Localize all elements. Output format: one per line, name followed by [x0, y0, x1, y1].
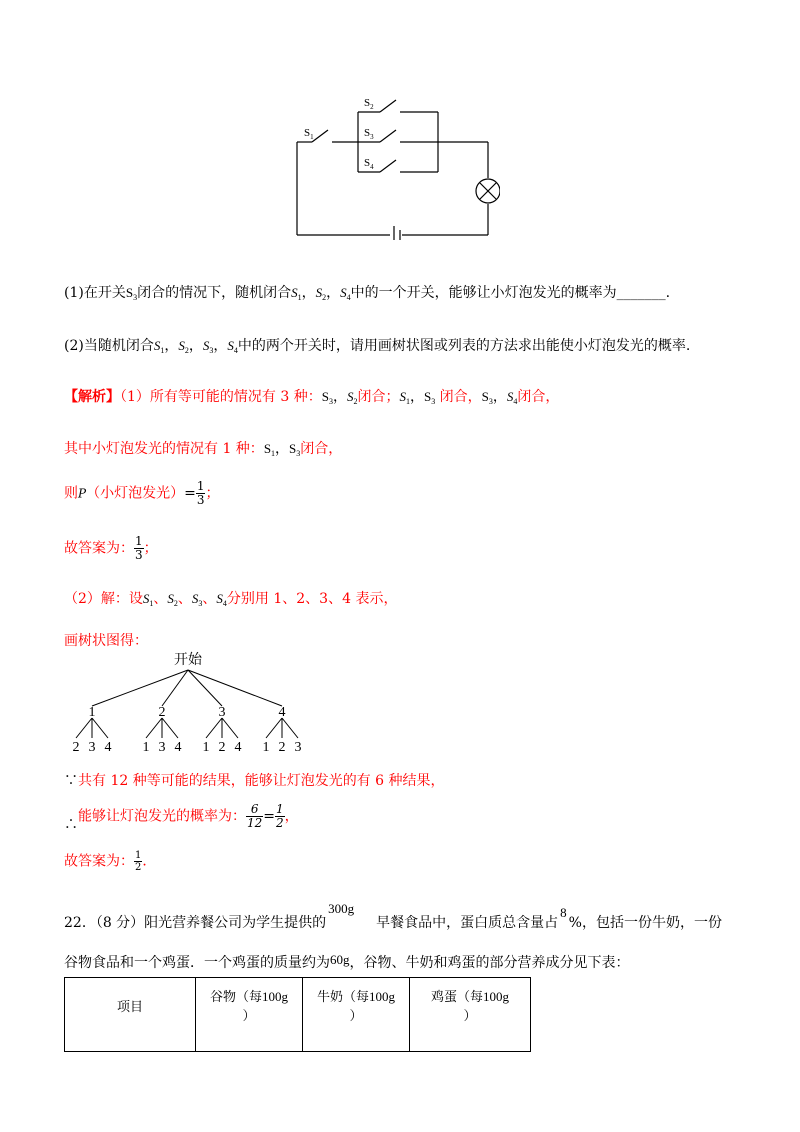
solution-line-8: ∴能够让灯泡发光的概率为： $\frac{6}{12}$ = $\frac{1}{2}$ ，: [64, 802, 299, 833]
switch-s2-label: $S_2$: [364, 97, 374, 111]
solution-tag: 【解析】: [64, 389, 120, 405]
switch-s3-label: $S_3$: [364, 127, 374, 141]
table-header-cell: 项目: [65, 978, 196, 1052]
question-1: (1)在开关$S_3$闭合的情况下，随机闭合$S_1$，$S_2$，$S_4$中的一个开关，能够让小灯泡发光的概率为_______.: [64, 285, 671, 302]
tree-leaf: 4: [104, 740, 112, 755]
tree-leaf: 3: [88, 740, 96, 755]
tree-node: 2: [158, 705, 166, 720]
tree-leaf: 2: [278, 740, 286, 755]
solution-line-5: （2）解：设$S_1$、$S_2$、$S_3$、$S_4$分别用 1、2、3、4 表示，: [64, 591, 398, 608]
tree-root: 开始: [174, 653, 202, 668]
question-22-line-2: 谷物食品和一个鸡蛋．一个鸡蛋的质量约为60g，谷物、牛奶和鸡蛋的部分营养成分见下表：: [64, 952, 630, 971]
table-header-cell: 鸡蛋（每100g ）: [410, 978, 531, 1052]
tree-leaf: 4: [174, 740, 182, 755]
tree-leaf: 3: [294, 740, 302, 755]
tree-leaf: 4: [234, 740, 242, 755]
tree-node: 3: [218, 705, 226, 720]
tree-node: 1: [88, 705, 96, 720]
answer-2: 故答案为： $\frac{1}{2}$ ．: [64, 850, 157, 873]
solution-line-3: 则P（小灯泡发光）= $\frac{1}{3}$ ；: [64, 479, 220, 507]
solution-line-1: 【解析】（1）所有等可能的情况有 3 种：$S_3$，$S_2$闭合；$S_1$，$S_3$ 闭合，$S_3$，$S_4$闭合，: [64, 389, 560, 406]
nutrition-table: [64, 977, 531, 1052]
solution-line-7: ∵共有 12 种等可能的结果，能够让灯泡发光的有 6 种结果，: [64, 773, 445, 789]
circuit-diagram: [290, 90, 500, 240]
tree-node: 4: [278, 705, 286, 720]
table-header-row: [65, 978, 531, 1052]
table-header-cell: 谷物（每100g ）: [196, 978, 303, 1052]
switch-s4-label: $S_4$: [364, 157, 374, 171]
solution-line-2: 其中小灯泡发光的情况有 1 种：$S_1$，$S_3$闭合，: [64, 441, 343, 458]
tree-leaf: 1: [262, 740, 270, 755]
solution-line-6: 画树状图得：: [64, 633, 148, 649]
answer-1: 故答案为： $\frac{1}{3}$ ；: [64, 534, 158, 562]
question-2: (2)当随机闭合$S_1$，$S_2$，$S_3$，$S_4$中的两个开关时，请用画树状图或列表的方法求出能使小灯泡发光的概率.: [64, 338, 691, 355]
tree-leaf: 2: [218, 740, 226, 755]
tree-diagram: [60, 650, 320, 760]
tree-leaf: 1: [202, 740, 210, 755]
tree-leaf: 3: [158, 740, 166, 755]
table-header-cell: 牛奶（每100g ）: [303, 978, 410, 1052]
tree-leaf: 2: [72, 740, 80, 755]
question-22-line-1: 22．（8 分）阳光营养餐公司为学生提供的300g早餐食品中，蛋白质总含量占8%，包括一份牛奶，一份: [64, 901, 722, 931]
tree-leaf: 1: [142, 740, 150, 755]
answer-blank: _______: [616, 285, 666, 301]
switch-s1-label: $S_1$: [304, 127, 314, 141]
